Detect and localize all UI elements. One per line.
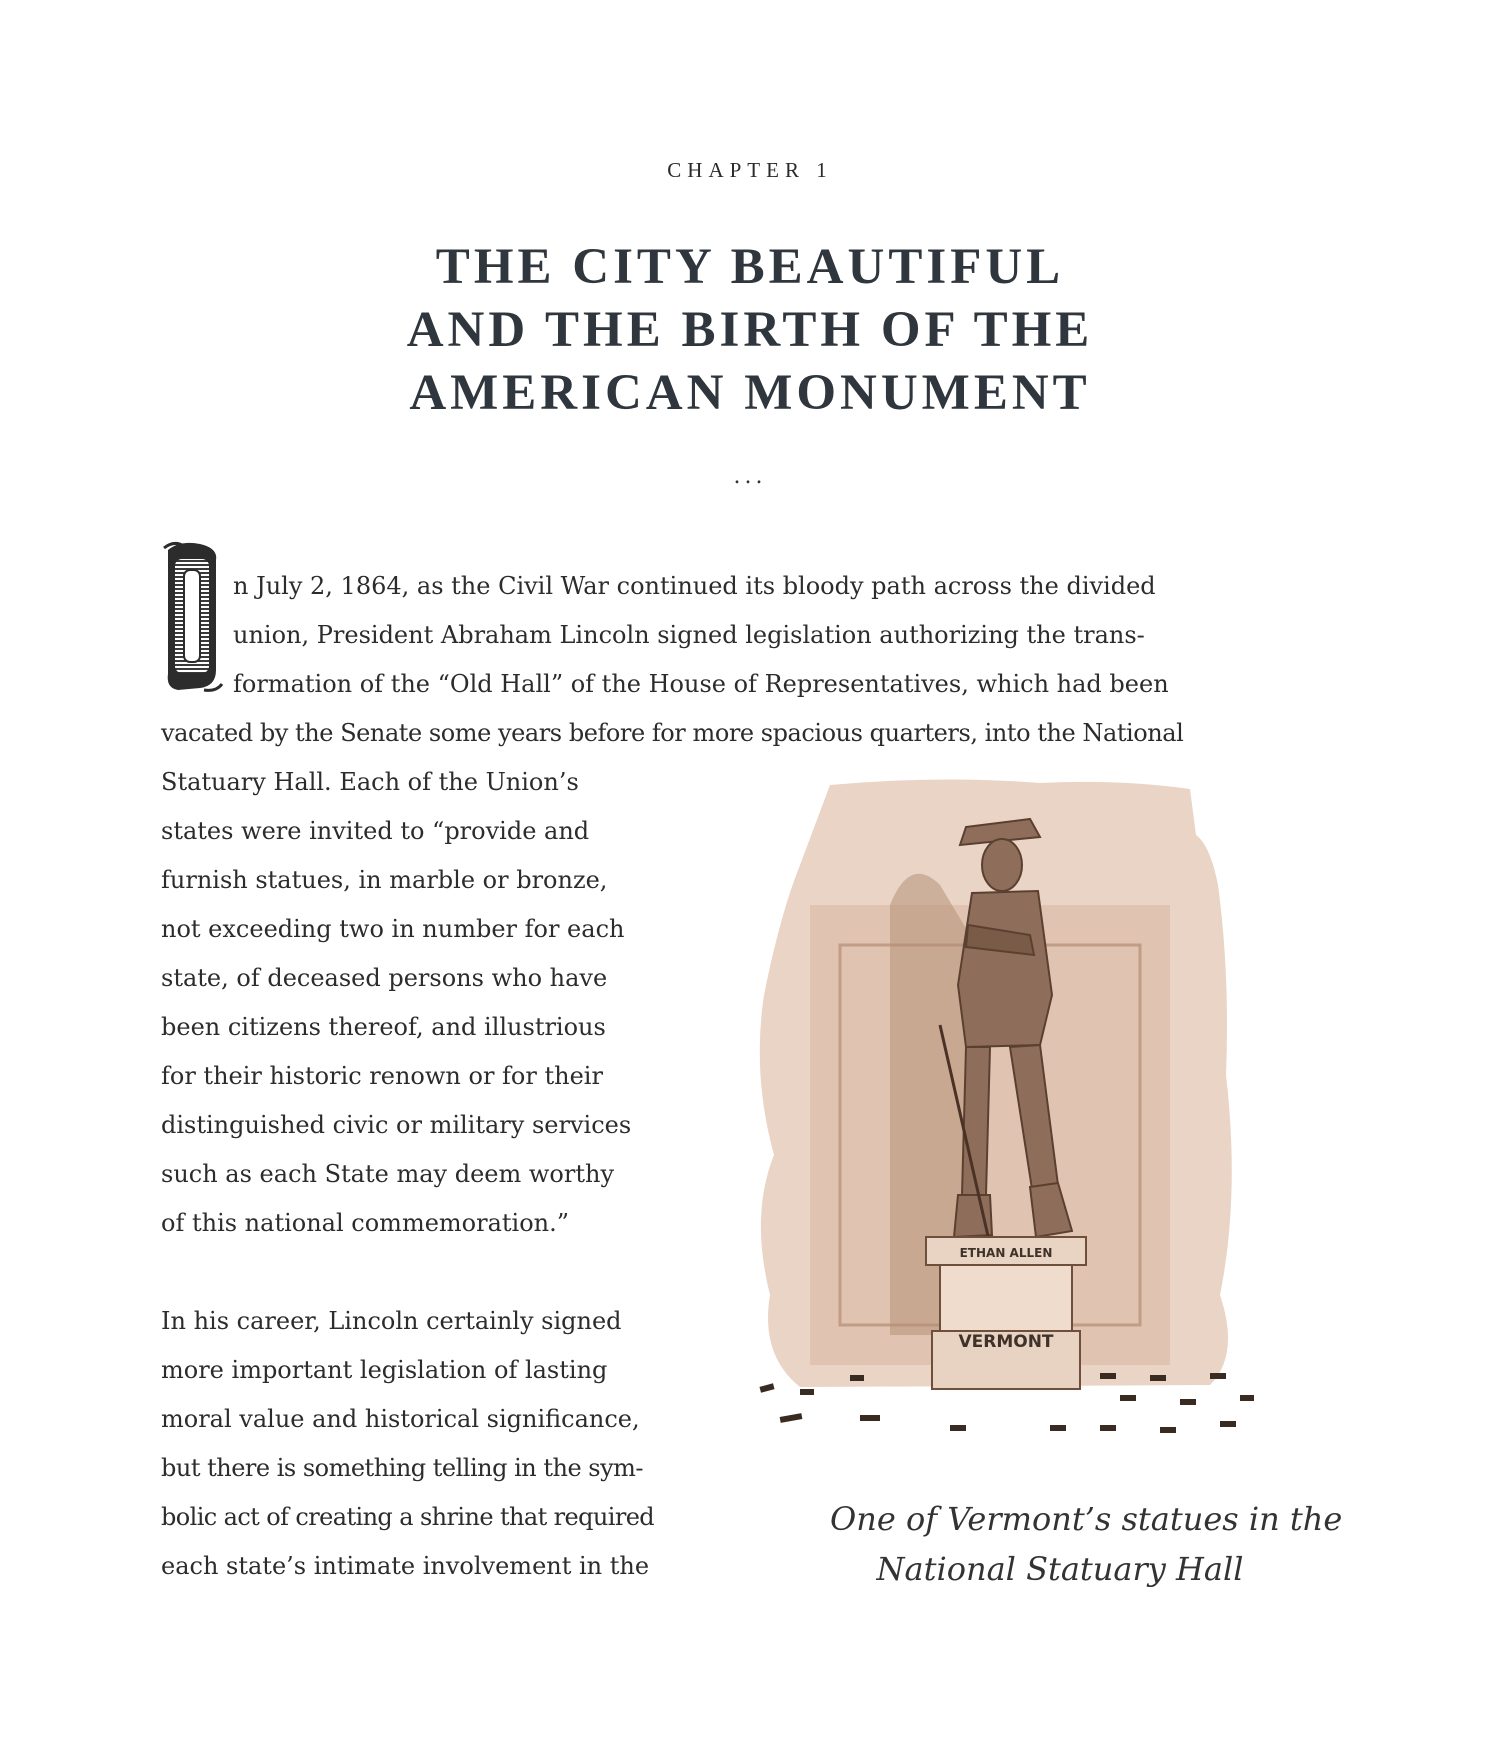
body-text-line: Statuary Hall. Each of the Union’s (161, 768, 579, 796)
body-text-line: n July 2, 1864, as the Civil War continued its bloody path across the divided (233, 572, 1156, 600)
body-text-line: In his career, Lincoln certainly signed (161, 1307, 622, 1335)
statue-illustration (740, 775, 1280, 1465)
body-text-line: states were invited to “provide and (161, 817, 590, 845)
body-text-line: formation of the “Old Hall” of the House of Representatives, which had been (233, 670, 1169, 698)
body-text-line: such as each State may deem worthy (161, 1160, 614, 1188)
body-text-line: state, of deceased persons who have (161, 964, 608, 992)
body-text-line: been citizens thereof, and illustrious (161, 1013, 606, 1041)
body-text-line: distinguished civic or military services (161, 1111, 632, 1139)
body-text-line: not exceeding two in number for each (161, 915, 625, 943)
body-text-line: for their historic renown or for their (161, 1062, 603, 1090)
title-line: AND THE BIRTH OF THE (406, 302, 1094, 358)
body-text-line: of this national commemoration.” (161, 1209, 570, 1237)
body-text-line: each state’s intimate involvement in the (161, 1552, 650, 1580)
caption-line: One of Vermont’s statues in the (830, 1500, 1343, 1538)
body-text-line: more important legislation of lasting (161, 1356, 608, 1384)
body-text-line: union, President Abraham Lincoln signed legislation authorizing the trans- (233, 621, 1145, 649)
title-line: THE CITY BEAUTIFUL (435, 239, 1065, 295)
dropcap-o (160, 540, 224, 692)
section-ornament: ... (733, 464, 767, 489)
chapter-title (0, 236, 1500, 425)
body-text-line: moral value and historical significance, (161, 1405, 640, 1433)
pedestal (926, 1237, 1086, 1389)
body-text-line: furnish statues, in marble or bronze, (161, 866, 608, 894)
plaque-name: ETHAN ALLEN (959, 1246, 1053, 1260)
chapter-label: CHAPTER 1 (667, 158, 833, 182)
body-text-line: bolic act of creating a shrine that required (161, 1503, 655, 1531)
title-line: AMERICAN MONUMENT (409, 365, 1091, 421)
dropcap-letter: O (160, 540, 161, 541)
body-text-line: but there is something telling in the sym- (161, 1454, 644, 1482)
plaque-state: VERMONT (958, 1332, 1054, 1352)
caption-line: National Statuary Hall (876, 1550, 1244, 1588)
body-text-line: vacated by the Senate some years before for more spacious quarters, into the National (161, 719, 1184, 747)
